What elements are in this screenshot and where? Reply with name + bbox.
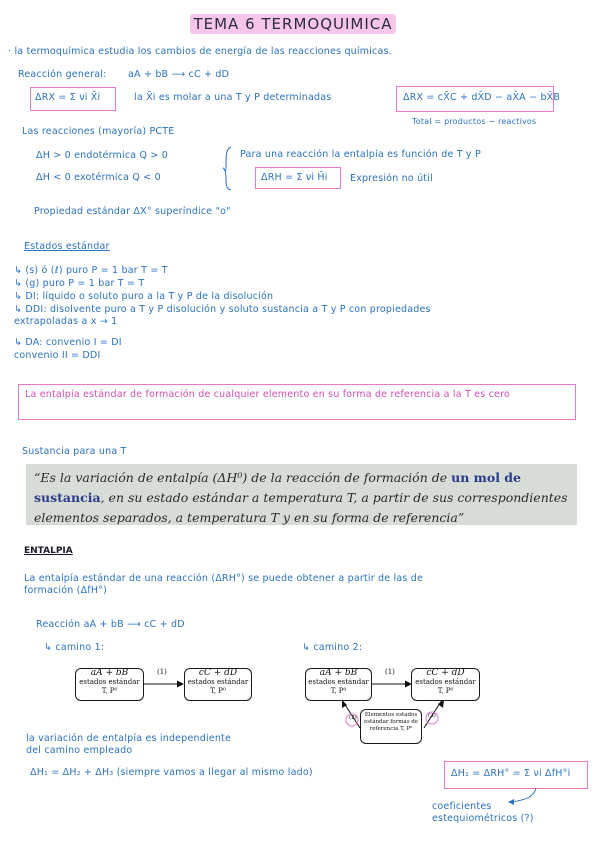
reacciones-label: Las reacciones (mayoría) PCTE <box>22 126 175 137</box>
final-box-text: ΔH₁ = ΔRH° = Σ νi ΔfH°i <box>451 768 571 779</box>
reactants-formula: aA + bB <box>90 668 129 678</box>
reactants-tp-2: T, P⁰ <box>330 687 347 695</box>
exo-line: ΔH < 0 exotérmica Q < 0 <box>36 172 161 183</box>
page-title: TEMA 6 TERMOQUIMICA <box>190 14 396 34</box>
entalpia-formacion-box <box>18 384 576 420</box>
total-note: Total = productos − reactivos <box>412 117 537 126</box>
reactants-formula-2: aA + bB <box>319 668 358 678</box>
delta-full-box <box>396 86 561 112</box>
brace-icon <box>222 145 234 191</box>
da-item-1: ↳ DA: convenio I = DI <box>14 337 122 348</box>
quote-pre: “Es la variación de entalpía (ΔH⁰) de la reacción de formación de <box>34 470 452 485</box>
reaccion-general-label: Reacción general: <box>18 69 107 80</box>
delta-sum-text: ΔRX = Σ νi X̄i <box>35 92 101 103</box>
reactants-box-2 <box>305 668 372 701</box>
entalpia-text-2: formación (ΔfH°) <box>24 585 108 596</box>
coef-label-2: estequiométricos (?) <box>432 813 534 824</box>
estados-item-4: ↳ DDI: disolvente puro a T y P disolución y soluto sustancia a T y P con propiedades <box>14 304 431 315</box>
reactants-tp: T, P⁰ <box>101 687 118 695</box>
products-tp-2: T, P⁰ <box>437 687 454 695</box>
estados-item-3: ↳ DI: líquido o soluto puro a la T y P de la disolución <box>14 291 274 302</box>
intro-text: · la termoquímica estudia los cambios de energía de las reacciones químicas. <box>8 46 392 57</box>
variacion-text-1: la variación de entalpía es independiente <box>26 733 232 744</box>
estados-heading: Estados estándar <box>24 241 110 252</box>
para-una-reaccion: Para una reacción la entalpía es función de T y P <box>240 149 481 160</box>
camino2-label: ↳ camino 2: <box>302 642 363 653</box>
delta-full-text: ΔRX = cX̄C + dX̄D − aX̄A − bX̄B <box>403 92 561 103</box>
step1-label-2: (1) <box>385 668 395 676</box>
quote-post: , en su estado estándar a temperatura T, a partir de sus correspondientes elementos separados, a temperatura T y en su forma de referencia” <box>34 490 568 525</box>
step3-label: (3) <box>428 713 436 719</box>
step1-label-1: (1) <box>157 668 167 676</box>
cycle-arrows-icon <box>330 698 460 748</box>
delta-h-box <box>255 167 341 189</box>
entalpia-heading: ENTALPIA <box>24 546 73 556</box>
products-box-2 <box>411 668 480 701</box>
products-estados: estados estándar <box>187 678 249 686</box>
definition-quote <box>26 464 577 525</box>
endo-line: ΔH > 0 endotérmica Q > 0 <box>36 150 169 161</box>
expresion-label: Expresión no útil <box>350 173 433 184</box>
elementos-text: Elementos estados estándar formas de referencia T, P⁰ <box>363 712 419 732</box>
da-item-2: convenio II = DDI <box>14 350 101 361</box>
products-estados-2: estados estándar <box>415 678 476 686</box>
delta-eq-line: ΔH₁ = ΔH₂ + ΔH₃ (siempre vamos a llegar al mismo lado) <box>30 767 313 778</box>
propiedad-label: Propiedad estándar ΔX° superíndice "o" <box>34 206 231 217</box>
estados-item-2: ↳ (g) puro P = 1 bar T = T <box>14 278 145 289</box>
pointer-arrow-icon <box>500 786 540 806</box>
products-tp: T, P⁰ <box>210 687 226 695</box>
reactants-estados-2: estados estándar <box>308 678 369 686</box>
delta-sum-box <box>30 87 116 111</box>
quote-bold: un mol de sustancia <box>34 470 521 505</box>
estados-item-1: ↳ (s) ó (ℓ) puro P = 1 bar T = T <box>14 265 168 276</box>
reaccion-general-eq: aA + bB ⟶ cC + dD <box>128 69 230 80</box>
step2-label: (2) <box>349 715 357 721</box>
sustancia-line: Sustancia para una T <box>22 446 127 457</box>
entalpia-formacion-text: La entalpía estándar de formación de cualquier elemento en su forma de referencia a la T es cero <box>25 389 510 400</box>
products-box-1 <box>184 668 252 701</box>
coef-label-1: coeficientes <box>432 801 492 812</box>
variacion-text-2: del camino empleado <box>26 745 133 756</box>
estados-item-5: extrapoladas a x → 1 <box>14 316 118 327</box>
final-box <box>444 761 588 789</box>
products-formula-2: cC + dD <box>426 668 465 678</box>
delta-h-text: ΔRH = Σ νi H̄i <box>261 172 328 183</box>
camino1-label: ↳ camino 1: <box>44 642 105 653</box>
reactants-box-1 <box>75 668 144 701</box>
reactants-estados: estados estándar <box>79 678 140 686</box>
entalpia-text-1: La entalpía estándar de una reacción (ΔRH°) se puede obtener a partir de las de <box>24 573 424 584</box>
xi-text: la X̄i es molar a una T y P determinadas <box>134 92 332 103</box>
products-formula: cC + dD <box>198 668 238 678</box>
reaccion-label: Reacción aA + bB ⟶ cC + dD <box>36 619 185 630</box>
